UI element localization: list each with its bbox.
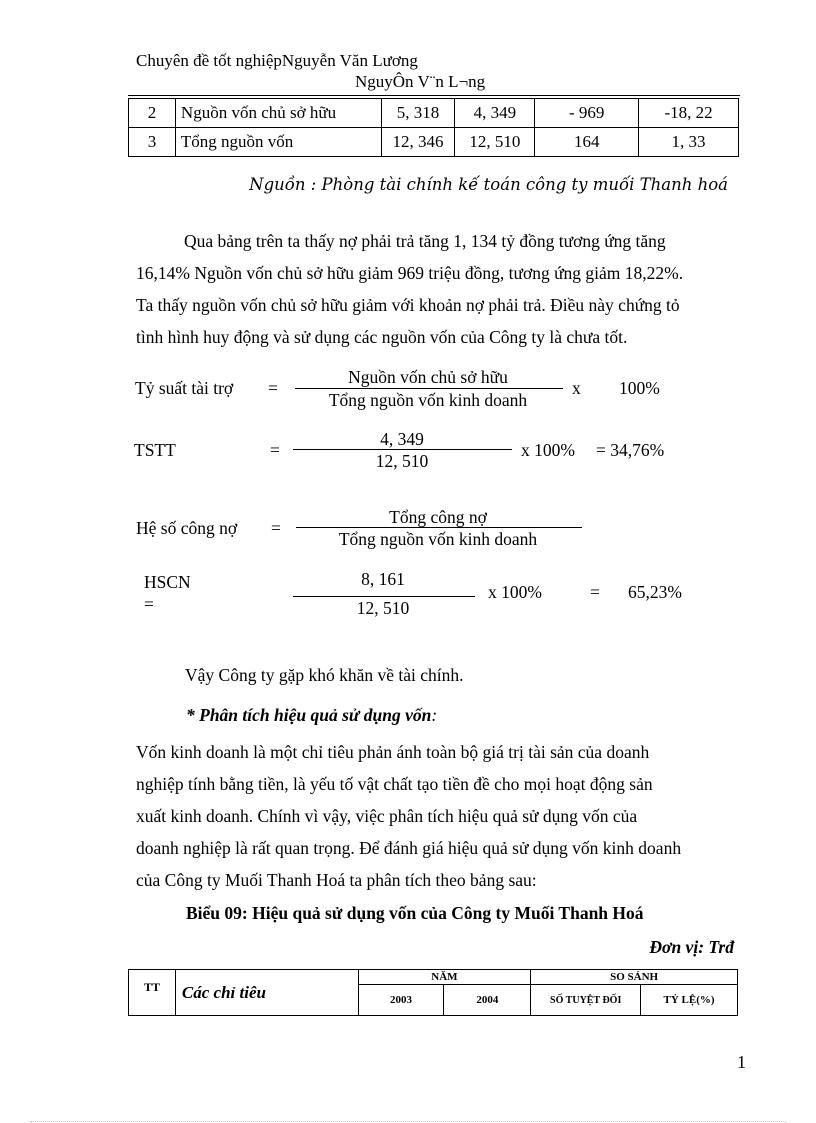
paragraph-line: nghiệp tính bằng tiền, là yếu tố vật chất tạo tiền đề cho mọi hoạt động sản: [136, 774, 653, 794]
unit-label: Đơn vị: Trđ: [649, 937, 734, 957]
equals-sign: =: [144, 594, 154, 614]
header-author-garbled: NguyÔn V¨n L¬ng: [355, 72, 486, 91]
row-label: Nguồn vốn chủ sở hữu: [175, 99, 381, 128]
capital-efficiency-table: [128, 969, 738, 1016]
analysis-paragraph: [136, 225, 739, 353]
absolute-change: 164: [535, 128, 639, 157]
table-row: [129, 99, 739, 128]
table-row: [129, 128, 739, 157]
percent-change: -18, 22: [639, 99, 739, 128]
value-2003: 12, 346: [381, 128, 455, 157]
percent-value: 100%: [619, 378, 660, 398]
value-2004: 12, 510: [455, 128, 535, 157]
paragraph-line: tình hình huy động và sử dụng các nguồn vốn của Công ty là chưa tốt.: [136, 327, 628, 347]
compare-group-header: SO SÁNH: [531, 970, 738, 985]
numerator: 4, 349: [380, 429, 424, 449]
row-number: 2: [129, 99, 176, 128]
equals-sign: =: [271, 518, 281, 538]
row-label: Tổng nguồn vốn: [175, 128, 381, 157]
paragraph-line: Vốn kinh doanh là một chỉ tiêu phản ánh toàn bộ giá trị tài sản của doanh: [136, 742, 650, 762]
indicator-header: Các chỉ tiêu: [175, 970, 358, 1016]
hscn-result: 65,23%: [628, 582, 682, 602]
ratio-header: TỶ LỆ(%): [641, 985, 738, 1016]
denominator: Tổng nguồn vốn kinh doanh: [328, 390, 528, 410]
capital-structure-table: [128, 98, 739, 157]
page-bottom-rule: [30, 1121, 786, 1122]
value-2003: 5, 318: [381, 99, 455, 128]
equals-sign: =: [268, 378, 278, 398]
paragraph-line: xuất kinh doanh. Chính vì vậy, việc phân tích hiệu quả sử dụng vốn của: [136, 806, 638, 826]
row-number: 3: [129, 128, 176, 157]
multiply-sign: x: [572, 378, 581, 398]
section-heading: [186, 705, 437, 726]
capital-efficiency-paragraph: [136, 736, 739, 896]
fraction-bar: [293, 596, 475, 597]
paragraph-line: Ta thấy nguồn vốn chủ sở hữu giảm với khoản nợ phải trả. Điều này chứng tỏ: [136, 295, 680, 315]
fraction-bar: [293, 449, 512, 450]
tstt-result: = 34,76%: [596, 440, 665, 460]
source-note: Nguồn : Phòng tài chính kế toán công ty muối Thanh hoá: [249, 175, 728, 194]
year-group-header: NĂM: [358, 970, 531, 985]
tstt-label: TSTT: [134, 440, 176, 460]
fraction-bar: [296, 527, 582, 528]
paragraph-line: 16,14% Nguồn vốn chủ sở hữu giảm 969 triệu đồng, tương ứng giảm 18,22%.: [136, 263, 684, 283]
debt-ratio-label: Hệ số công nợ: [136, 518, 238, 538]
value-2004: 4, 349: [455, 99, 535, 128]
funding-ratio-label: Tỷ suất tài trợ: [135, 378, 234, 398]
section-title: * Phân tích hiệu quả sử dụng vốn: [186, 705, 432, 725]
tt-header: TT: [129, 970, 176, 1016]
multiply-percent: x 100%: [521, 440, 575, 460]
numerator: Nguồn vốn chủ sở hữu: [348, 367, 508, 387]
absolute-change: - 969: [535, 99, 639, 128]
equals-sign: =: [270, 440, 280, 460]
conclusion-text: Vậy Công ty gặp khó khăn về tài chính.: [185, 665, 464, 685]
year-2003-header: 2003: [358, 985, 444, 1016]
multiply-percent: x 100%: [488, 582, 542, 602]
year-2004-header: 2004: [444, 985, 531, 1016]
table-header-row: [129, 970, 738, 985]
table-caption: Biểu 09: Hiệu quả sử dụng vốn của Công ty Muối Thanh Hoá: [186, 903, 644, 923]
denominator: 12, 510: [356, 598, 410, 618]
header-author-line: Chuyên đề tốt nghiệpNguyễn Văn Lương: [136, 51, 418, 70]
fraction-bar: [295, 388, 563, 389]
header-rule: [128, 95, 740, 96]
numerator: 8, 161: [361, 569, 405, 589]
paragraph-line: Qua bảng trên ta thấy nợ phải trả tăng 1, 134 tỷ đồng tương ứng tăng: [184, 231, 666, 251]
denominator: Tổng nguồn vốn kinh doanh: [338, 529, 538, 549]
equals-sign: =: [590, 582, 600, 602]
paragraph-line: của Công ty Muối Thanh Hoá ta phân tích theo bảng sau:: [136, 870, 537, 890]
percent-change: 1, 33: [639, 128, 739, 157]
denominator: 12, 510: [375, 451, 429, 471]
section-colon: :: [431, 705, 438, 725]
absolute-header: SỐ TUYỆT ĐỐI: [531, 985, 641, 1016]
numerator: Tổng công nợ: [389, 507, 487, 527]
hscn-label: HSCN: [144, 572, 191, 592]
paragraph-line: doanh nghiệp là rất quan trọng. Để đánh giá hiệu quả sử dụng vốn kinh doanh: [136, 838, 682, 858]
page-number: 1: [737, 1052, 746, 1072]
